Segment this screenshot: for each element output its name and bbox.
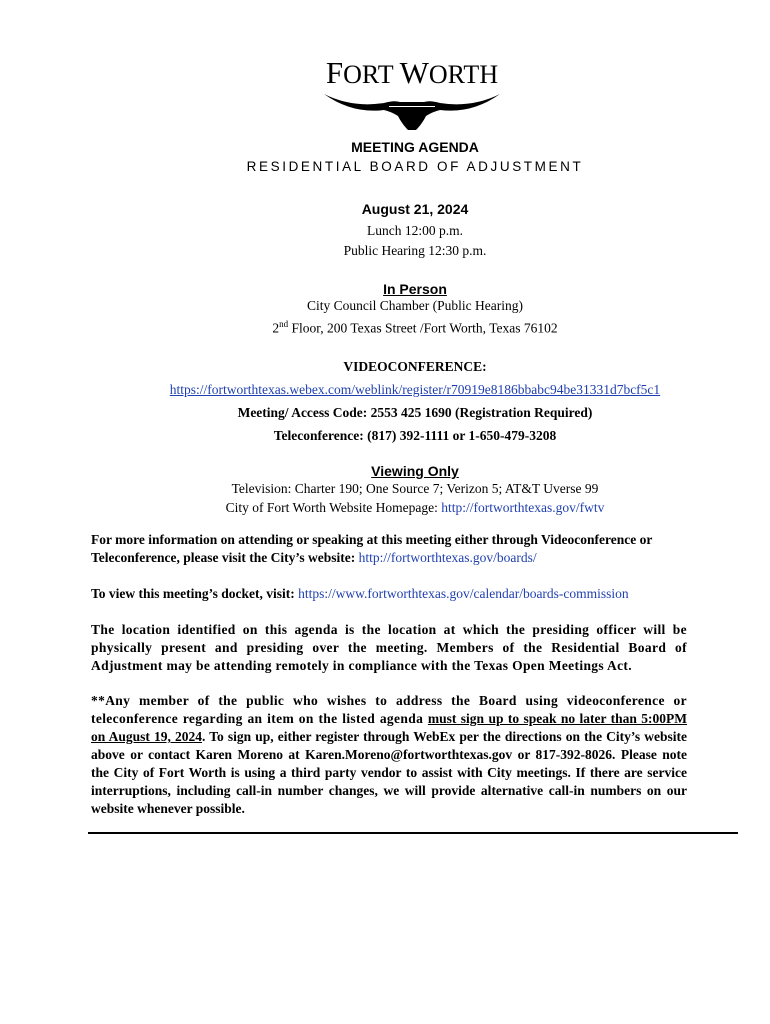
logo-wordmark: FORT WORTH	[325, 55, 499, 90]
agenda-title: MEETING AGENDA	[351, 139, 479, 155]
longhorn-icon	[322, 90, 502, 132]
location-note: The location identified on this agenda is the location at which the presiding officer will be physically present and presiding over the meeting. Members of the Residential Board of Adjustment may be attending remotely in compliance with the Texas Open Meetings Act.	[91, 622, 687, 673]
boards-link[interactable]: http://fortworthtexas.gov/boards/	[358, 550, 537, 565]
meeting-date: August 21, 2024	[361, 201, 469, 217]
docket-link[interactable]: https://www.fortworthtexas.gov/calendar/boards-commission	[298, 586, 629, 601]
in-person-heading: In Person	[383, 281, 447, 297]
videoconference-heading: VIDEOCONFERENCE:	[343, 359, 487, 374]
signup-deadline: must sign up to speak no later than 5:00PM on August 19, 2024	[91, 711, 688, 744]
board-name: RESIDENTIAL BOARD OF ADJUSTMENT	[246, 159, 584, 174]
bottom-divider	[88, 832, 738, 834]
in-person-address: 2nd Floor, 200 Texas Street /Fort Worth, Texas 76102	[272, 319, 558, 336]
fort-worth-logo	[322, 55, 502, 130]
website-homepage: City of Fort Worth Website Homepage: http://fortworthtexas.gov/fwtv	[225, 500, 605, 515]
public-signup-note: **Any member of the public who wishes to address the Board using videoconference or teleconference regarding an item on the listed agenda must sign up to speak no later than 5:00PM on August 19, 2024. To sign up, either register through WebEx per the directions on the City’s website above or contact Karen Moreno at Karen.Moreno@fortworthtexas.gov or 817-392-8026. Please note the City of Fort Worth is using a third party vendor to assist with City meetings. If there are service interruptions, including call-in number changes, we will provide alternative call-in numbers on our website whenever possible.	[91, 693, 688, 816]
in-person-location: City Council Chamber (Public Hearing)	[307, 298, 523, 313]
television-channels: Television: Charter 190; One Source 7; Verizon 5; AT&T Uverse 99	[231, 481, 599, 496]
hearing-time: Public Hearing 12:30 p.m.	[343, 243, 487, 258]
more-info-paragraph: For more information on attending or speaking at this meeting either through Videoconference or Teleconference, please visit the City’s website: http://fortworthtexas.gov/boards/	[91, 532, 653, 565]
access-code: Meeting/ Access Code: 2553 425 1690 (Registration Required)	[237, 405, 593, 420]
teleconference-numbers: Teleconference: (817) 392-1111 or 1-650-479-3208	[273, 428, 557, 443]
webex-registration-link[interactable]: https://fortworthtexas.webex.com/weblink/register/r70919e8186bbabc94be31331d7bcf5c1	[169, 382, 661, 397]
lunch-time: Lunch 12:00 p.m.	[367, 223, 463, 238]
fwtv-link[interactable]: http://fortworthtexas.gov/fwtv	[441, 500, 605, 515]
docket-paragraph: To view this meeting’s docket, visit: https://www.fortworthtexas.gov/calendar/boards-commission	[91, 586, 629, 601]
viewing-only-heading: Viewing Only	[371, 463, 459, 479]
